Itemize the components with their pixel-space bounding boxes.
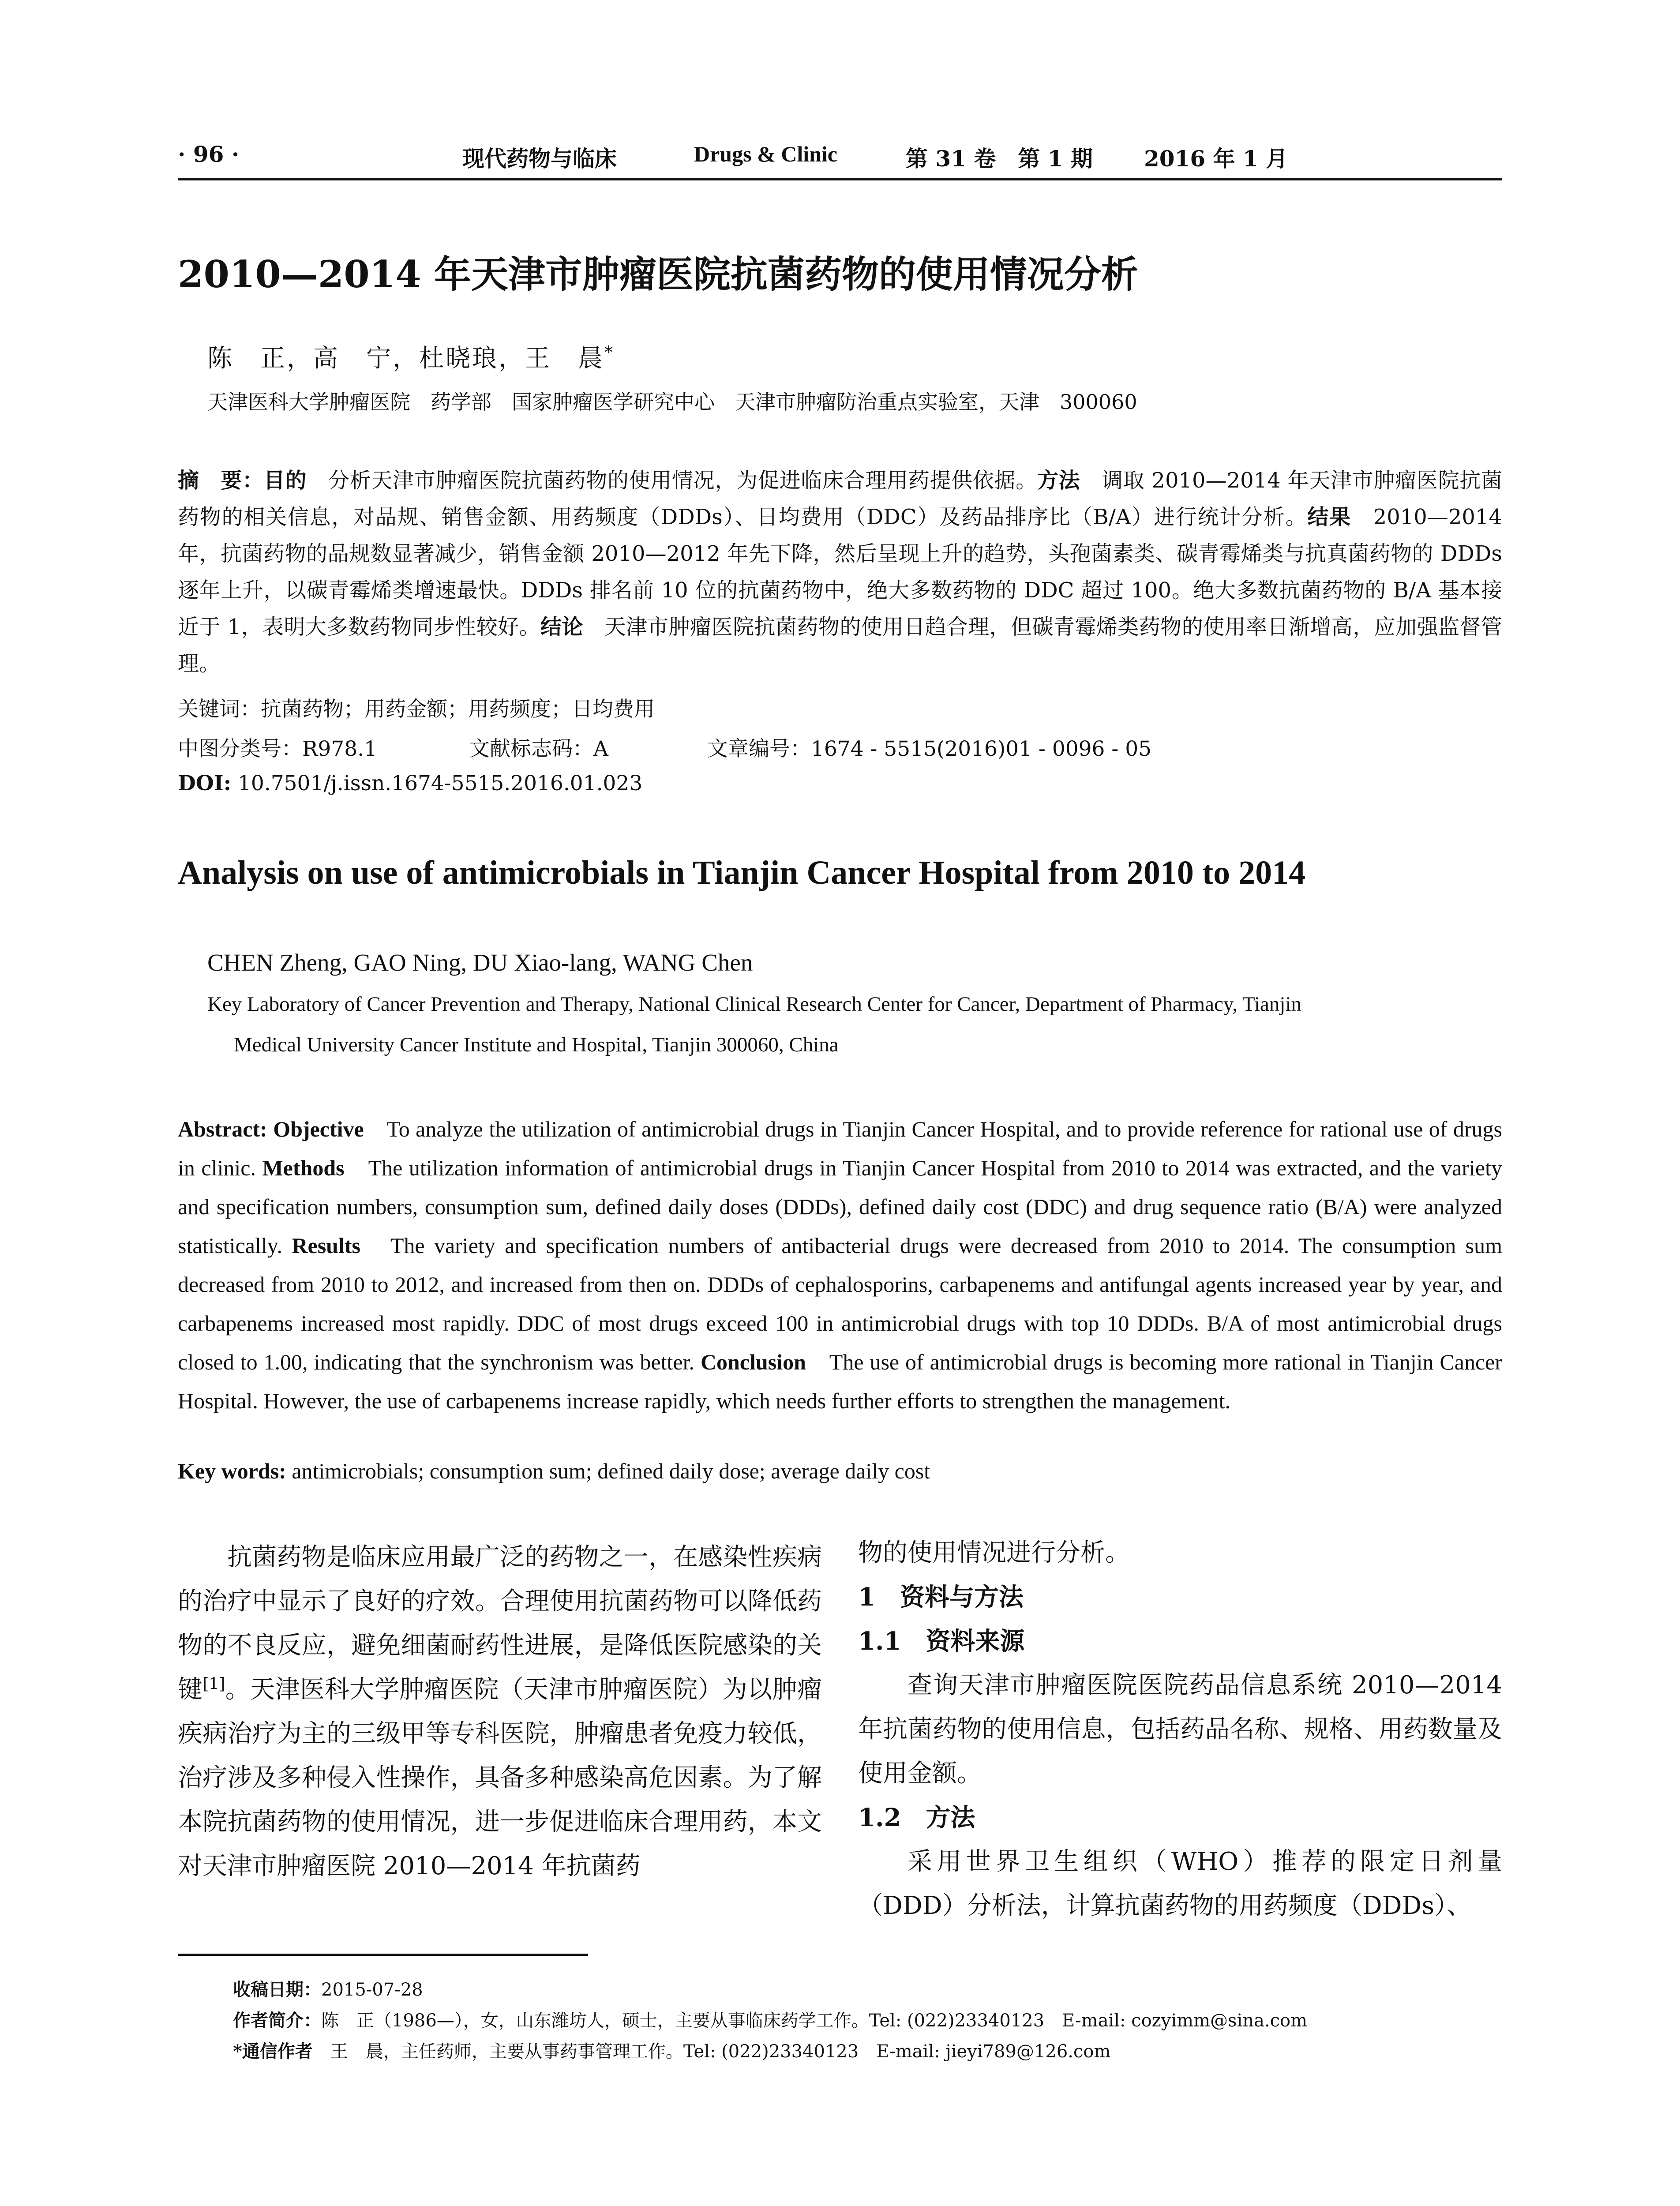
journal-name-en: Drugs & Clinic <box>694 142 837 166</box>
conclusion-label-cn: 结论 <box>540 615 583 639</box>
conclusion-cn: 天津市肿瘤医院抗菌药物的使用日趋合理，但碳青霉烯类药物的使用率日渐增高，应加强监督管理。 <box>178 615 1502 676</box>
article-number: 文章编号：1674 - 5515(2016)01 - 0096 - 05 <box>707 737 1152 761</box>
citation-ref: [1] <box>202 1675 225 1693</box>
page-number: · 96 · <box>178 141 240 167</box>
author-bio-label: 作者简介： <box>233 2010 321 2031</box>
methods-cn: 调取 2010—2014 年天津市肿瘤医院抗菌药物的相关信息，对品规、销售金额、用药频度（DDDs）、日均费用（DDC）及药品排序比（B/A）进行统计分析。 <box>178 468 1502 529</box>
section-1-2-text: 采用世界卫生组织（WHO）推荐的限定日剂量（DDD）分析法，计算抗菌药物的用药频度（DDDs）、 <box>858 1847 1502 1920</box>
running-header <box>178 141 1500 176</box>
keywords-en-value: antimicrobials; consumption sum; defined daily dose; average daily cost <box>286 1459 930 1483</box>
abstract-cn <box>178 462 1502 682</box>
intro-continuation: 物的使用情况进行分析。 <box>858 1538 1130 1567</box>
affiliation-en-line1: Key Laboratory of Cancer Prevention and Therapy, National Clinical Research Center for Cancer, Department of Pharmacy, Tianjin <box>207 993 1302 1016</box>
section-heading-1-2: 1.2 方法 <box>858 1803 975 1832</box>
footnote-author <box>233 2007 1307 2032</box>
methods-label-en: Methods <box>262 1156 345 1180</box>
header-rule <box>178 178 1502 180</box>
results-en: The variety and specification numbers of antibacterial drugs were decreased from 2010 to 2014. The consumption sum decreased from 2010 to 2012, and increased from then on. DDDs of cephalosporins, carbapenems and antifungal agents increased year by year, and carbapenems increased most rapidly. DDC of most drugs exceed 100 in antimicrobial drugs with top 10 DDDs. B/A of most antimicrobial drugs closed to 1.00, indicating that the synchronism was better. <box>178 1233 1502 1374</box>
keywords-cn: 关键词：抗菌药物；用药金额；用药频度；日均费用 <box>178 697 655 721</box>
intro-text-2: 。天津医科大学肿瘤医院（天津市肿瘤医院）为以肿瘤疾病治疗为主的三级甲等专科医院，肿瘤患者免疫力较低，治疗涉及多种侵入性操作，具备多种感染高危因素。为了解本院抗菌药物的使用情况，进一步促进临床合理用药，本文对天津市肿瘤医院 2010—2014 年抗菌药 <box>178 1675 822 1880</box>
authors-cn <box>207 339 615 374</box>
received-label: 收稿日期： <box>233 1979 321 2000</box>
objective-cn: 分析天津市肿瘤医院抗菌药物的使用情况，为促进临床合理用药提供依据。 <box>307 468 1037 493</box>
conclusion-en: The use of antimicrobial drugs is becoming more rational in Tianjin Cancer Hospital. However, the use of carbapenems increase rapidly, which needs further efforts to strengthen the management. <box>178 1350 1502 1413</box>
journal-name-cn: 现代药物与临床 <box>462 146 617 172</box>
abstract-en <box>178 1110 1502 1420</box>
corresponding-label: *通信作者 <box>233 2041 313 2062</box>
classification-line <box>178 732 1281 768</box>
doi-value: 10.7501/j.issn.1674-5515.2016.01.023 <box>231 771 643 795</box>
section-heading-1-1: 1.1 资料来源 <box>858 1627 1025 1656</box>
authors-en: CHEN Zheng, GAO Ning, DU Xiao-lang, WANG Chen <box>207 949 753 976</box>
affiliation-en <box>207 984 1502 1065</box>
affiliation-cn: 天津医科大学肿瘤医院 药学部 国家肿瘤医学研究中心 天津市肿瘤防治重点实验室，天津 300060 <box>207 390 1137 414</box>
footnote-corresponding <box>233 2037 1110 2063</box>
doi <box>178 771 642 795</box>
authors-cn-names: 陈 正，高 宁，杜晓琅，王 晨 <box>207 344 604 373</box>
section-1-1-text: 查询天津市肿瘤医院医院药品信息系统 2010—2014 年抗菌药物的使用信息，包括药品名称、规格、用药数量及使用金额。 <box>858 1671 1502 1788</box>
objective-label-cn: 目的 <box>263 468 307 493</box>
methods-label-cn: 方法 <box>1037 468 1080 493</box>
document-code: 文献标志码：A <box>469 737 608 761</box>
abstract-cn-label: 摘 要： <box>178 468 264 493</box>
footnote-received <box>233 1976 423 2001</box>
corresponding-info: 王 晨，主任药师，主要从事药事管理工作。Tel: (022)23340123 E-mail: jieyi789@126.com <box>312 2041 1111 2062</box>
received-date: 2015-07-28 <box>321 1980 423 2000</box>
results-label-en: Results <box>292 1233 360 1258</box>
keywords-en <box>178 1458 930 1484</box>
results-cn: 2010—2014 年，抗菌药物的品规数显著减少，销售金额 2010—2012 年先下降，然后呈现上升的趋势，头孢菌素类、碳青霉烯类与抗真菌药物的 DDDs 逐年上升，以碳青霉烯类增速最快。DDDs 排名前 10 位的抗菌药物中，绝大多数药物的 DDC 超过 100。绝大多数抗菌药物的 B/A 基本接近于 1，表明大多数药物同步性较好。 <box>178 505 1502 639</box>
abstract-en-label: Abstract: Objective <box>178 1117 364 1141</box>
issue-date: 2016 年 1 月 <box>1144 146 1288 172</box>
objective-en: To analyze the utilization of antimicrobial drugs in Tianjin Cancer Hospital, and to provide reference for rational use of drugs in clinic. <box>178 1117 1502 1180</box>
body-right-column <box>858 1531 1502 1928</box>
article-title-en: Analysis on use of antimicrobials in Tianjin Cancer Hospital from 2010 to 2014 <box>178 854 1306 891</box>
article-title-cn: 2010—2014 年天津市肿瘤医院抗菌药物的使用情况分析 <box>178 252 1138 296</box>
conclusion-label-en: Conclusion <box>700 1350 806 1374</box>
doi-label: DOI: <box>178 771 232 795</box>
section-heading-1: 1 资料与方法 <box>858 1583 1024 1612</box>
methods-en: The utilization information of antimicrobial drugs in Tianjin Cancer Hospital from 2010 to 2014 was extracted, and the variety and specification numbers, consumption sum, defined daily doses (DDDs), defined daily cost (DDC) and drug sequence ratio (B/A) were analyzed statistically. <box>178 1156 1503 1258</box>
affiliation-en-line2: Medical University Cancer Institute and Hospital, Tianjin 300060, China <box>234 1033 839 1056</box>
results-label-cn: 结果 <box>1307 505 1351 529</box>
author-bio: 陈 正（1986—），女，山东潍坊人，硕士，主要从事临床药学工作。Tel: (022)23340123 E-mail: cozyimm@sina.com <box>321 2011 1308 2031</box>
footnote-rule <box>178 1954 588 1956</box>
intro-text-1: 抗菌药物是临床应用最广泛的药物之一，在感染性疾病的治疗中显示了良好的疗效。合理使用抗菌药物可以降低药物的不良反应，避免细菌耐药性进展，是降低医院感染的关键 <box>178 1543 822 1704</box>
clc-number: 中图分类号：R978.1 <box>178 737 377 761</box>
body-left-column <box>178 1535 822 1888</box>
keywords-en-label: Key words: <box>178 1459 286 1483</box>
volume-issue: 第 31 卷 第 1 期 <box>906 146 1093 172</box>
corresponding-mark: * <box>604 342 615 362</box>
